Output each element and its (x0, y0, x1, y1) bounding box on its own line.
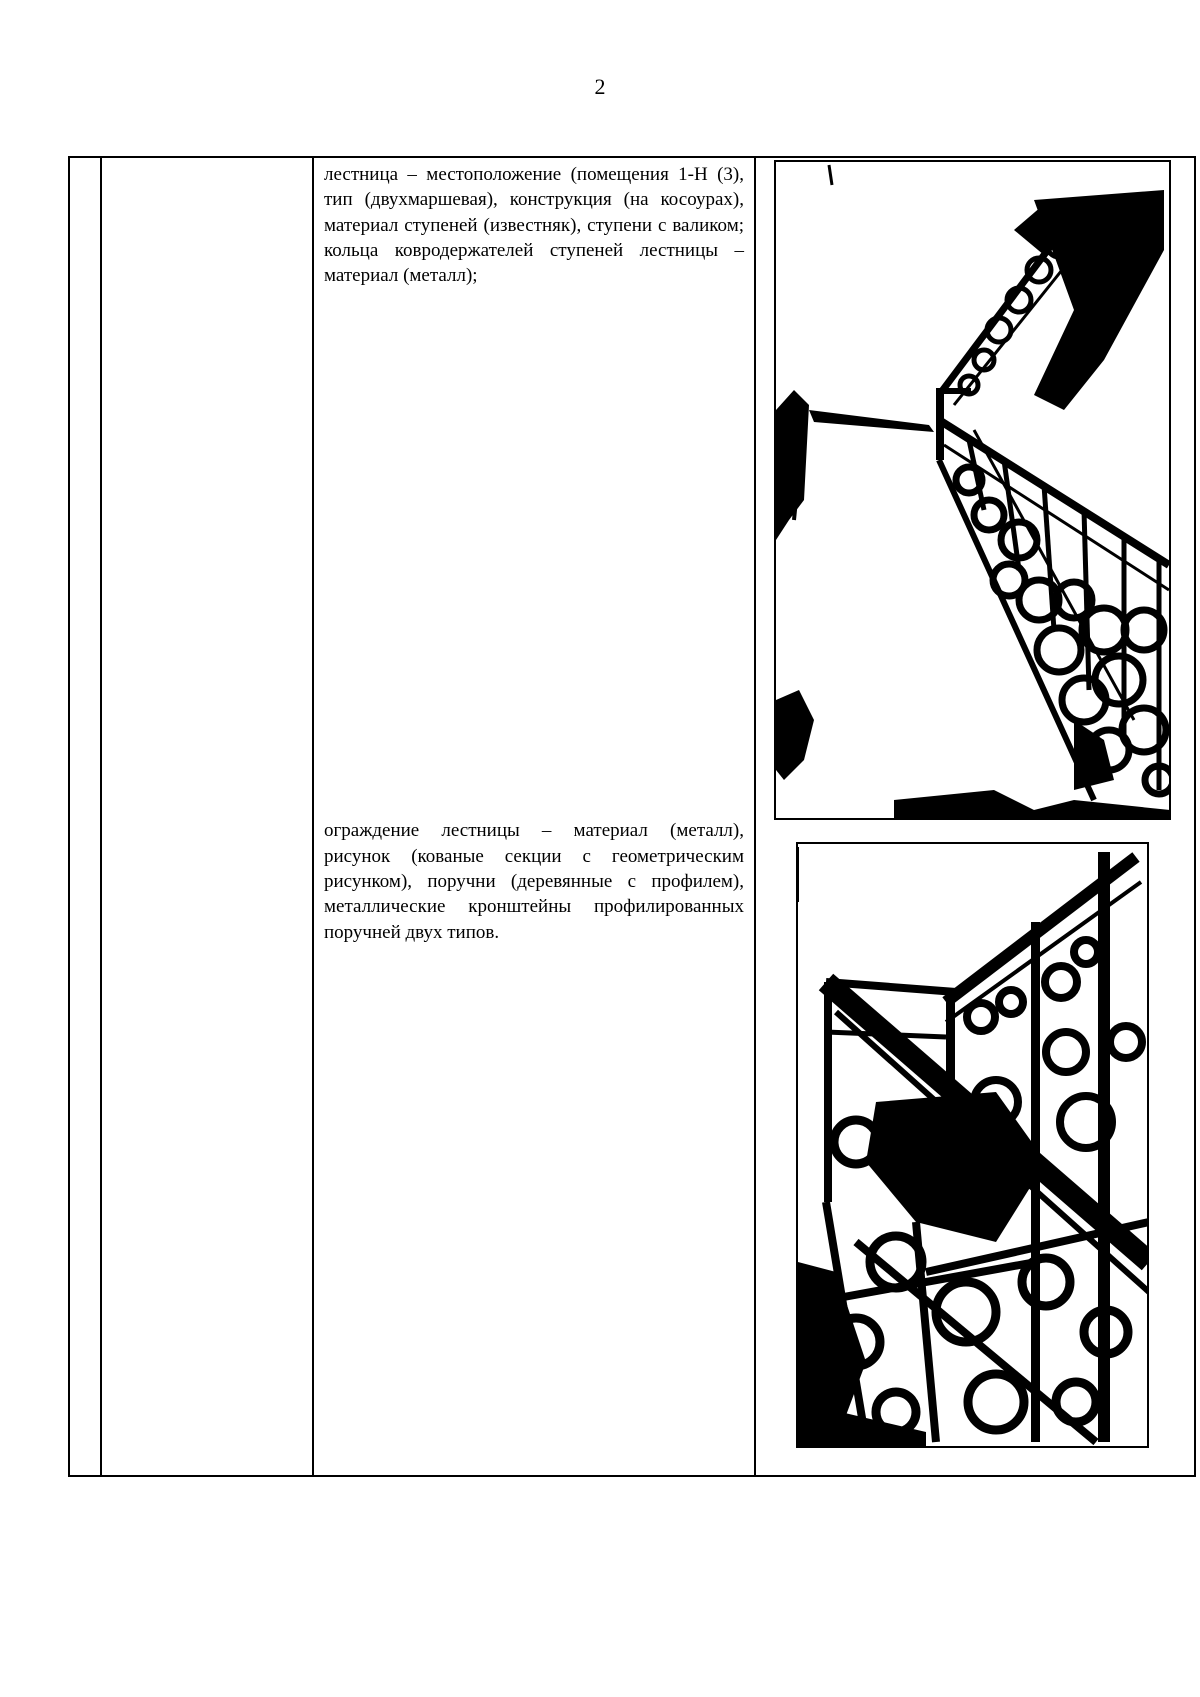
staircase-photo (774, 160, 1171, 820)
photo-cell (755, 157, 1195, 1476)
number-cell (69, 157, 101, 1476)
railing-description: ограждение лестницы – материал (металл), рисунок (кованые секции с геометрическим рисунком), поручни (деревянные с профилем), металлические кронштейны профилированных поручней двух типов. (324, 820, 744, 943)
table-row (69, 157, 1195, 1476)
page-number: 2 (594, 74, 606, 99)
description-cell (313, 157, 755, 1476)
name-cell (101, 157, 313, 1476)
railing-photo (796, 842, 1149, 1448)
description-table (68, 156, 1196, 1477)
staircase-description: лестница – местоположение (помещения 1-Н (3), тип (двухмаршевая), конструкция (на косоурах), материал ступеней (известняк), ступени с валиком; кольца ковродержателей ступеней лестницы – материал (металл); (324, 164, 744, 287)
